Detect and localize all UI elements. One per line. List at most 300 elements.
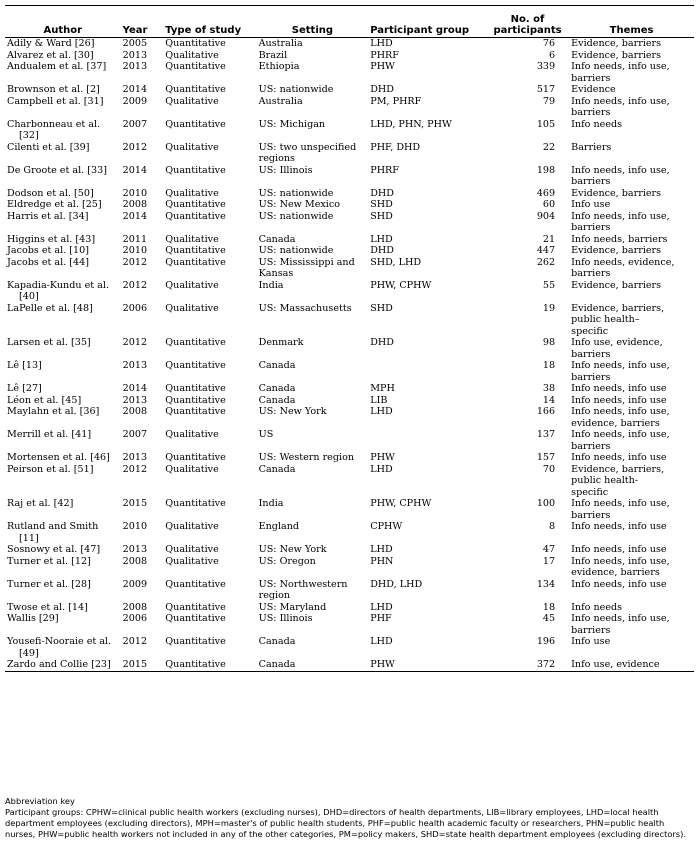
cell-themes-line: Info needs, info use (571, 394, 667, 406)
cell-themes-line: barriers (571, 72, 611, 84)
cell-author (5, 257, 121, 280)
studies-table (5, 5, 694, 672)
cell-themes-line: public health– (571, 314, 640, 325)
cell-group: CPHW (370, 521, 403, 532)
cell-themes-line: barriers (571, 348, 611, 360)
cell-setting-line: US: Michigan (258, 118, 326, 130)
cell-themes-line: barriers (571, 624, 611, 636)
cell-year: 2013 (122, 360, 148, 371)
cell-setting-line: US: Illinois (258, 164, 313, 176)
cell-setting-line: US: New Mexico (258, 199, 341, 210)
cell-themes (569, 257, 694, 280)
cell-themes (569, 636, 694, 659)
cell-themes-line: barriers (571, 440, 611, 452)
cell-type: Quantitative (165, 199, 226, 210)
cell-themes (569, 383, 694, 395)
cell-setting-line: Brazil (258, 49, 288, 61)
cell-setting (257, 602, 369, 614)
cell-setting (257, 464, 369, 499)
cell-participants: 100 (536, 498, 556, 509)
cell-themes (569, 395, 694, 407)
cell-setting (257, 119, 369, 142)
cell-year: 2005 (122, 38, 148, 49)
cell-setting-line: US: nationwide (258, 84, 334, 95)
cell-author-line: Léon et al. [45] (7, 394, 82, 406)
cell-group: PHF (370, 613, 392, 624)
cell-author (5, 188, 121, 200)
table-row (5, 498, 694, 521)
table-header-row (5, 6, 694, 38)
cell-participants: 517 (536, 84, 556, 95)
table-row (5, 383, 694, 395)
cell-setting-line: Canada (258, 394, 296, 406)
table-row (5, 142, 694, 165)
cell-group: PHF, DHD (370, 141, 421, 153)
cell-group: PHW (370, 659, 395, 670)
cell-group: DHD (370, 187, 394, 199)
table-row (5, 84, 694, 96)
cell-themes (569, 84, 694, 96)
cell-themes-line: Evidence, barriers, (571, 302, 665, 314)
cell-setting-line: US: nationwide (258, 210, 334, 222)
table-row (5, 257, 694, 280)
cell-type: Qualitative (165, 187, 219, 199)
cell-setting (257, 165, 369, 188)
cell-participants: 21 (542, 233, 556, 245)
cell-participants: 19 (542, 302, 556, 314)
table-row (5, 165, 694, 188)
cell-year: 2006 (122, 613, 148, 624)
cell-setting (257, 142, 369, 165)
cell-type: Qualitative (165, 49, 219, 61)
cell-themes (569, 406, 694, 429)
cell-themes-line: Info needs (571, 601, 623, 613)
cell-author (5, 659, 121, 671)
cell-author-line: Zardo and Collie [23] (7, 659, 111, 670)
abbreviation-key (5, 796, 695, 840)
cell-themes (569, 556, 694, 579)
cell-setting-line: US: Massachusetts (258, 302, 352, 314)
cell-type: Qualitative (165, 429, 219, 440)
cell-setting (257, 211, 369, 234)
cell-participants: 60 (542, 199, 556, 210)
table-row (5, 280, 694, 303)
cell-themes-line: Evidence, barriers (571, 49, 662, 61)
table-row (5, 579, 694, 602)
cell-type: Quantitative (165, 256, 226, 268)
cell-author-line: Eldredge et al. [25] (7, 199, 102, 210)
cell-type: Qualitative (165, 233, 219, 245)
cell-themes-line: specific (571, 486, 609, 498)
cell-themes-line: Info needs, info use, (571, 95, 670, 107)
cell-group: PHW, CPHW (370, 498, 432, 509)
cell-year: 2008 (122, 601, 148, 613)
cell-setting-line: Denmark (258, 337, 304, 348)
cell-participants: 105 (536, 118, 556, 130)
cell-author-line: LaPelle et al. [48] (7, 302, 93, 314)
cell-setting-line: regions (258, 153, 295, 164)
table-row (5, 337, 694, 360)
cell-year: 2013 (122, 394, 148, 406)
cell-author-line: Twose et al. [14] (7, 601, 88, 613)
cell-setting (257, 636, 369, 659)
cell-setting (257, 84, 369, 96)
cell-themes-line: Info needs, info use (571, 521, 667, 532)
cell-group: SHD (370, 199, 393, 210)
cell-author-line: [11] (19, 532, 39, 544)
table-row (5, 395, 694, 407)
cell-author-line: Alvarez et al. [30] (7, 49, 94, 61)
table-row (5, 303, 694, 338)
table-row (5, 406, 694, 429)
cell-themes-line: Info needs, info use, (571, 613, 670, 624)
cell-type: Quantitative (165, 636, 226, 647)
cell-group: DHD, LHD (370, 578, 423, 590)
cell-author (5, 280, 121, 303)
cell-author (5, 142, 121, 165)
cell-author (5, 245, 121, 257)
cell-themes-line: barriers (571, 371, 611, 383)
cell-setting-line: England (258, 521, 300, 532)
cell-type: Quantitative (165, 245, 226, 256)
table-row (5, 61, 694, 84)
cell-year: 2010 (122, 521, 148, 532)
cell-group: PHRF (370, 164, 399, 176)
cell-setting-line: Canada (258, 636, 296, 647)
cell-themes-line: Info needs, evidence, (571, 256, 675, 268)
cell-setting-line: US: Western region (258, 452, 355, 463)
cell-themes-line: Info needs, info use, (571, 555, 670, 567)
cell-setting (257, 383, 369, 395)
cell-themes (569, 280, 694, 303)
cell-author-line: Harris et al. [34] (7, 210, 89, 222)
cell-year: 2014 (122, 164, 148, 176)
cell-themes (569, 119, 694, 142)
cell-themes-line: barriers (571, 222, 611, 233)
cell-setting-line: Kansas (258, 268, 294, 279)
cell-type: Qualitative (165, 279, 219, 291)
cell-year: 2006 (122, 302, 148, 314)
cell-themes-line: barriers (571, 268, 611, 279)
cell-themes-line: evidence, barriers (571, 567, 660, 578)
cell-setting-line: Australia (258, 95, 303, 107)
cell-themes (569, 188, 694, 200)
cell-author (5, 96, 121, 119)
cell-author-line: Adily & Ward [26] (7, 38, 95, 49)
cell-themes (569, 234, 694, 246)
cell-setting (257, 498, 369, 521)
table-row (5, 464, 694, 499)
cell-setting-line: Canada (258, 659, 296, 670)
cell-setting (257, 61, 369, 84)
cell-setting (257, 245, 369, 257)
cell-type: Qualitative (165, 302, 219, 314)
header-participants (486, 6, 569, 38)
cell-author (5, 464, 121, 499)
header-type: Type of study (165, 25, 242, 36)
header-group: Participant group (370, 25, 470, 36)
cell-themes-line: Info use, evidence, (571, 337, 663, 348)
cell-group: LHD (370, 544, 393, 555)
cell-group: PHW, CPHW (370, 279, 432, 291)
cell-themes-line: Barriers (571, 141, 612, 153)
cell-year: 2008 (122, 555, 148, 567)
cell-setting-line: US (258, 429, 274, 440)
cell-themes (569, 303, 694, 338)
cell-setting-line: US: New York (258, 406, 327, 417)
cell-author-line: Lê [13] (7, 360, 42, 371)
cell-author (5, 452, 121, 464)
cell-themes-line: specific (571, 325, 609, 337)
cell-author (5, 50, 121, 62)
cell-type: Quantitative (165, 498, 226, 509)
cell-type: Quantitative (165, 613, 226, 624)
cell-author-line: Jacobs et al. [44] (7, 256, 89, 268)
cell-setting-line: Canada (258, 383, 296, 394)
cell-themes-line: Info needs, info use, (571, 360, 670, 371)
cell-author (5, 383, 121, 395)
cell-setting (257, 38, 369, 50)
cell-participants: 166 (536, 406, 556, 417)
table-row (5, 199, 694, 211)
cell-author (5, 556, 121, 579)
cell-year: 2011 (122, 233, 148, 245)
cell-group: LHD, PHN, PHW (370, 118, 452, 130)
cell-author-line: Lê [27] (7, 383, 42, 394)
cell-setting (257, 613, 369, 636)
cell-year: 2012 (122, 256, 148, 268)
cell-setting-line: Canada (258, 463, 296, 475)
cell-author-line: Andualem et al. [37] (7, 61, 107, 72)
cell-setting-line: US: Northwestern (258, 578, 348, 590)
table-row (5, 119, 694, 142)
header-author: Author (43, 25, 83, 36)
cell-themes-line: barriers (571, 509, 611, 521)
cell-type: Qualitative (165, 95, 219, 107)
cell-participants: 17 (542, 555, 556, 567)
cell-author-line: Raj et al. [42] (7, 498, 74, 509)
cell-themes-line: Info needs, info use (571, 383, 667, 394)
cell-author (5, 38, 121, 50)
cell-participants: 22 (542, 141, 556, 153)
cell-author-line: Brownson et al. [2] (7, 84, 100, 95)
cell-author-line: Rutland and Smith (7, 521, 99, 532)
cell-year: 2013 (122, 49, 148, 61)
cell-setting (257, 303, 369, 338)
cell-group: PHW (370, 61, 395, 72)
cell-themes (569, 211, 694, 234)
cell-author (5, 498, 121, 521)
cell-participants: 137 (536, 429, 556, 440)
cell-author (5, 84, 121, 96)
cell-type: Qualitative (165, 141, 219, 153)
table-row (5, 521, 694, 544)
cell-setting-line: US: nationwide (258, 245, 334, 256)
cell-themes-line: Evidence, barriers, (571, 463, 665, 475)
cell-themes (569, 452, 694, 464)
cell-participants: 157 (536, 452, 556, 463)
cell-year: 2008 (122, 406, 148, 417)
cell-themes (569, 142, 694, 165)
cell-type: Quantitative (165, 61, 226, 72)
cell-themes-line: Info needs, info use (571, 544, 667, 555)
cell-type: Quantitative (165, 84, 226, 95)
cell-year: 2012 (122, 279, 148, 291)
cell-type: Quantitative (165, 38, 226, 49)
cell-author-line: [40] (19, 291, 39, 302)
table-row (5, 38, 694, 50)
cell-year: 2013 (122, 452, 148, 463)
cell-setting-line: US: nationwide (258, 187, 334, 199)
cell-year: 2010 (122, 187, 148, 199)
cell-participants: 70 (542, 463, 556, 475)
cell-themes-line: Info needs, info use (571, 452, 667, 463)
cell-themes (569, 337, 694, 360)
cell-setting (257, 556, 369, 579)
cell-setting (257, 521, 369, 544)
cell-themes-line: Info use, evidence (571, 659, 660, 670)
cell-setting-line: India (258, 279, 284, 291)
cell-group (368, 360, 486, 383)
table-row (5, 245, 694, 257)
cell-themes (569, 38, 694, 50)
cell-setting (257, 395, 369, 407)
header-setting: Setting (291, 25, 334, 36)
cell-author-line: Turner et al. [12] (7, 555, 91, 567)
cell-setting-line: Ethiopia (258, 61, 300, 72)
table-row (5, 429, 694, 452)
cell-participants: 55 (542, 279, 556, 291)
cell-author-line: [32] (19, 130, 39, 141)
cell-year: 2013 (122, 61, 148, 72)
cell-group: SHD (370, 210, 393, 222)
cell-participants: 98 (542, 337, 556, 348)
cell-group: PM, PHRF (370, 95, 422, 107)
cell-group: PHRF (370, 49, 399, 61)
cell-year: 2014 (122, 210, 148, 222)
cell-author-line: Dodson et al. [50] (7, 187, 94, 199)
cell-themes-line: barriers (571, 107, 611, 118)
cell-author (5, 406, 121, 429)
cell-themes-line: Info needs, info use, (571, 164, 670, 176)
cell-themes-line: Info needs, info use, (571, 210, 670, 222)
cell-type: Quantitative (165, 337, 226, 348)
cell-author (5, 360, 121, 383)
cell-participants: 18 (542, 360, 556, 371)
cell-themes (569, 464, 694, 499)
cell-group: DHD (370, 245, 394, 256)
cell-author (5, 165, 121, 188)
cell-themes-line: Evidence, barriers (571, 279, 662, 291)
cell-author-line: Peirson et al. [51] (7, 463, 94, 475)
cell-author-line: Yousefi-Nooraie et al. (7, 636, 112, 647)
cell-themes (569, 245, 694, 257)
header-participants-line1: No. of (510, 14, 545, 25)
cell-group: SHD, LHD (370, 256, 422, 268)
cell-setting (257, 429, 369, 452)
header-participants-line2: participants (493, 25, 562, 36)
cell-themes-line: Info needs, info use, (571, 406, 670, 417)
cell-participants: 904 (536, 210, 556, 222)
cell-author (5, 199, 121, 211)
cell-themes-line: Info needs, info use, (571, 61, 670, 72)
cell-setting (257, 659, 369, 671)
cell-author (5, 337, 121, 360)
cell-setting (257, 544, 369, 556)
cell-themes-line: Evidence, barriers (571, 38, 662, 49)
cell-author-line: Higgins et al. [43] (7, 233, 96, 245)
cell-setting-line: US: two unspecified (258, 141, 357, 153)
cell-themes-line: Info needs (571, 118, 623, 130)
cell-year: 2009 (122, 95, 148, 107)
cell-participants: 38 (542, 383, 556, 394)
abbreviation-title: Abbreviation key (5, 796, 75, 806)
cell-year: 2008 (122, 199, 148, 210)
cell-setting-line: Canada (258, 233, 296, 245)
table-row (5, 544, 694, 556)
cell-setting (257, 50, 369, 62)
cell-participants: 45 (542, 613, 556, 624)
cell-author-line: Cilenti et al. [39] (7, 141, 90, 153)
cell-themes-line: public health- (571, 475, 639, 486)
cell-group: DHD (370, 84, 394, 95)
cell-group (368, 429, 486, 452)
cell-type: Quantitative (165, 406, 226, 417)
cell-setting (257, 452, 369, 464)
table-row (5, 50, 694, 62)
cell-participants: 6 (549, 49, 556, 61)
cell-group: PHW (370, 452, 395, 463)
table-row (5, 659, 694, 671)
cell-participants: 18 (542, 601, 556, 613)
table-row (5, 452, 694, 464)
cell-author-line: Merrill et al. [41] (7, 429, 92, 440)
cell-author-line: De Groote et al. [33] (7, 164, 107, 176)
cell-themes (569, 544, 694, 556)
cell-type: Quantitative (165, 601, 226, 613)
cell-year: 2014 (122, 84, 148, 95)
cell-type: Qualitative (165, 463, 219, 475)
cell-year: 2012 (122, 141, 148, 153)
cell-group: PHN (370, 555, 394, 567)
cell-author (5, 234, 121, 246)
cell-group: LHD (370, 636, 393, 647)
cell-group: LIB (370, 394, 388, 406)
cell-themes-line: Info use (571, 636, 611, 647)
cell-author (5, 61, 121, 84)
cell-type: Quantitative (165, 210, 226, 222)
cell-author-line: Kapadia-Kundu et al. (7, 279, 110, 291)
cell-themes-line: barriers (571, 176, 611, 187)
cell-author (5, 429, 121, 452)
cell-author (5, 544, 121, 556)
cell-setting-line: Australia (258, 38, 303, 49)
cell-setting (257, 199, 369, 211)
cell-author-line: Campbell et al. [31] (7, 95, 104, 107)
cell-author (5, 579, 121, 602)
cell-participants: 198 (536, 164, 556, 176)
cell-themes-line: Info needs, barriers (571, 233, 668, 245)
cell-themes (569, 50, 694, 62)
cell-author-line: Jacobs et al. [10] (7, 245, 89, 256)
cell-participants: 79 (542, 95, 556, 107)
cell-group: LHD (370, 38, 393, 49)
cell-themes-line: Info needs, info use, (571, 498, 670, 509)
cell-participants: 447 (536, 245, 556, 256)
cell-group: LHD (370, 601, 393, 613)
cell-themes (569, 613, 694, 636)
cell-type: Quantitative (165, 394, 226, 406)
